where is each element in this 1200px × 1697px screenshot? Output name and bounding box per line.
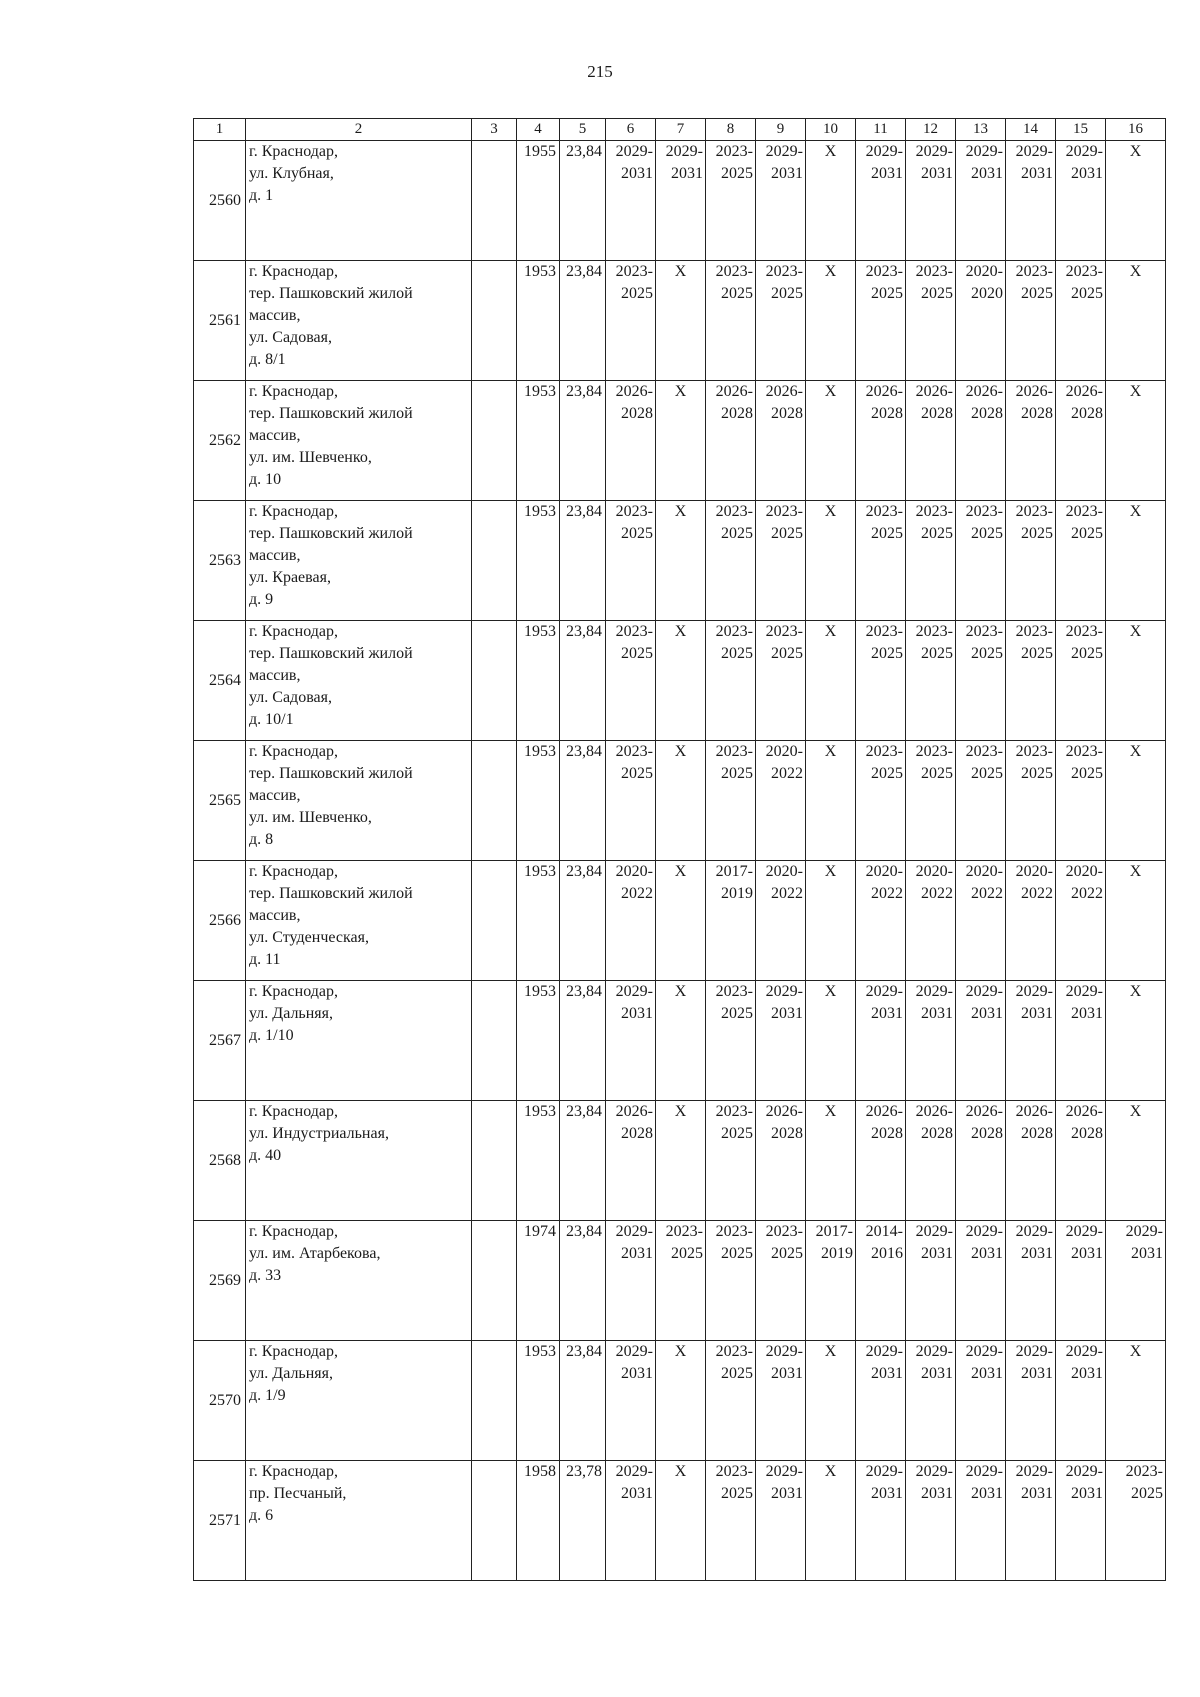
rate-cell: 23,84 bbox=[560, 261, 606, 381]
period-cell: 2023- 2025 bbox=[606, 621, 656, 741]
rate-cell: 23,84 bbox=[560, 1101, 606, 1221]
period-cell: 2029- 2031 bbox=[606, 1461, 656, 1581]
period-cell: 2029- 2031 bbox=[956, 1461, 1006, 1581]
table-row bbox=[194, 861, 1166, 981]
period-cell: 2023- 2025 bbox=[706, 261, 756, 381]
year-cell: 1974 bbox=[517, 1221, 560, 1341]
period-cell: 2023- 2025 bbox=[1056, 261, 1106, 381]
not-applicable-cell: Х bbox=[1106, 621, 1166, 741]
not-applicable-cell: Х bbox=[1106, 981, 1166, 1101]
year-cell: 1953 bbox=[517, 1101, 560, 1221]
year-cell: 1953 bbox=[517, 1341, 560, 1461]
row-number: 2561 bbox=[194, 261, 246, 381]
period-cell: 2029- 2031 bbox=[906, 981, 956, 1101]
period-cell: 2026- 2028 bbox=[756, 381, 806, 501]
empty-cell bbox=[472, 381, 517, 501]
period-cell: 2023- 2025 bbox=[956, 621, 1006, 741]
period-cell: 2023- 2025 bbox=[656, 1221, 706, 1341]
period-cell: 2029- 2031 bbox=[606, 1341, 656, 1461]
period-cell: 2029- 2031 bbox=[656, 141, 706, 261]
period-cell: 2029- 2031 bbox=[1056, 1341, 1106, 1461]
period-cell: 2020- 2022 bbox=[856, 861, 906, 981]
year-cell: 1953 bbox=[517, 501, 560, 621]
period-cell: 2029- 2031 bbox=[856, 1341, 906, 1461]
period-cell: 2026- 2028 bbox=[606, 381, 656, 501]
year-cell: 1953 bbox=[517, 741, 560, 861]
not-applicable-cell: Х bbox=[656, 1341, 706, 1461]
period-cell: 2023- 2025 bbox=[856, 261, 906, 381]
empty-cell bbox=[472, 861, 517, 981]
not-applicable-cell: Х bbox=[656, 861, 706, 981]
address-cell: г. Краснодар, ул. Дальняя, д. 1/9 bbox=[246, 1341, 472, 1461]
address-cell: г. Краснодар, тер. Пашковский жилой массив, ул. им. Шевченко, д. 8 bbox=[246, 741, 472, 861]
period-cell: 2023- 2025 bbox=[1056, 501, 1106, 621]
period-cell: 2023- 2025 bbox=[706, 1341, 756, 1461]
period-cell: 2023- 2025 bbox=[1006, 621, 1056, 741]
column-header-16: 16 bbox=[1106, 119, 1166, 141]
period-cell: 2023- 2025 bbox=[906, 741, 956, 861]
period-cell: 2023- 2025 bbox=[956, 741, 1006, 861]
period-cell: 2029- 2031 bbox=[1006, 1221, 1056, 1341]
row-number: 2570 bbox=[194, 1341, 246, 1461]
address-cell: г. Краснодар, пр. Песчаный, д. 6 bbox=[246, 1461, 472, 1581]
period-cell: 2023- 2025 bbox=[706, 1101, 756, 1221]
period-cell: 2029- 2031 bbox=[756, 981, 806, 1101]
address-cell: г. Краснодар, тер. Пашковский жилой массив, ул. им. Шевченко, д. 10 bbox=[246, 381, 472, 501]
row-number: 2562 bbox=[194, 381, 246, 501]
row-number: 2566 bbox=[194, 861, 246, 981]
period-cell: 2029- 2031 bbox=[906, 1221, 956, 1341]
rate-cell: 23,78 bbox=[560, 1461, 606, 1581]
not-applicable-cell: Х bbox=[656, 261, 706, 381]
period-cell: 2014- 2016 bbox=[856, 1221, 906, 1341]
period-cell: 2023- 2025 bbox=[1006, 501, 1056, 621]
period-cell: 2023- 2025 bbox=[756, 501, 806, 621]
period-cell: 2026- 2028 bbox=[606, 1101, 656, 1221]
period-cell: 2026- 2028 bbox=[956, 381, 1006, 501]
period-cell: 2029- 2031 bbox=[956, 981, 1006, 1101]
period-cell: 2029- 2031 bbox=[1056, 981, 1106, 1101]
empty-cell bbox=[472, 1221, 517, 1341]
period-cell: 2026- 2028 bbox=[706, 381, 756, 501]
column-header-10: 10 bbox=[806, 119, 856, 141]
period-cell: 2020- 2022 bbox=[756, 861, 806, 981]
period-cell: 2017- 2019 bbox=[806, 1221, 856, 1341]
period-cell: 2029- 2031 bbox=[906, 141, 956, 261]
table-row bbox=[194, 981, 1166, 1101]
not-applicable-cell: Х bbox=[1106, 1101, 1166, 1221]
not-applicable-cell: Х bbox=[806, 981, 856, 1101]
not-applicable-cell: Х bbox=[806, 141, 856, 261]
period-cell: 2023- 2025 bbox=[1056, 741, 1106, 861]
row-number: 2560 bbox=[194, 141, 246, 261]
table-row bbox=[194, 381, 1166, 501]
period-cell: 2023- 2025 bbox=[706, 141, 756, 261]
period-cell: 2023- 2025 bbox=[906, 501, 956, 621]
period-cell: 2023- 2025 bbox=[706, 981, 756, 1101]
not-applicable-cell: Х bbox=[1106, 381, 1166, 501]
column-header-14: 14 bbox=[1006, 119, 1056, 141]
year-cell: 1953 bbox=[517, 381, 560, 501]
year-cell: 1958 bbox=[517, 1461, 560, 1581]
period-cell: 2029- 2031 bbox=[956, 141, 1006, 261]
period-cell: 2023- 2025 bbox=[906, 261, 956, 381]
rate-cell: 23,84 bbox=[560, 381, 606, 501]
table-row bbox=[194, 501, 1166, 621]
column-header-1: 1 bbox=[194, 119, 246, 141]
year-cell: 1955 bbox=[517, 141, 560, 261]
period-cell: 2029- 2031 bbox=[856, 981, 906, 1101]
not-applicable-cell: Х bbox=[806, 1461, 856, 1581]
period-cell: 2023- 2025 bbox=[1106, 1461, 1166, 1581]
table-row bbox=[194, 141, 1166, 261]
rate-cell: 23,84 bbox=[560, 741, 606, 861]
not-applicable-cell: Х bbox=[1106, 861, 1166, 981]
not-applicable-cell: Х bbox=[806, 741, 856, 861]
column-header-12: 12 bbox=[906, 119, 956, 141]
period-cell: 2023- 2025 bbox=[856, 741, 906, 861]
period-cell: 2020- 2022 bbox=[606, 861, 656, 981]
period-cell: 2029- 2031 bbox=[606, 141, 656, 261]
period-cell: 2029- 2031 bbox=[856, 1461, 906, 1581]
address-cell: г. Краснодар, ул. Клубная, д. 1 bbox=[246, 141, 472, 261]
period-cell: 2020- 2022 bbox=[1006, 861, 1056, 981]
column-header-6: 6 bbox=[606, 119, 656, 141]
row-number: 2568 bbox=[194, 1101, 246, 1221]
empty-cell bbox=[472, 621, 517, 741]
not-applicable-cell: Х bbox=[1106, 501, 1166, 621]
row-number: 2563 bbox=[194, 501, 246, 621]
period-cell: 2023- 2025 bbox=[706, 1461, 756, 1581]
period-cell: 2023- 2025 bbox=[606, 261, 656, 381]
not-applicable-cell: Х bbox=[806, 1341, 856, 1461]
not-applicable-cell: Х bbox=[806, 261, 856, 381]
period-cell: 2029- 2031 bbox=[956, 1221, 1006, 1341]
row-number: 2567 bbox=[194, 981, 246, 1101]
period-cell: 2023- 2025 bbox=[606, 501, 656, 621]
not-applicable-cell: Х bbox=[656, 1101, 706, 1221]
period-cell: 2026- 2028 bbox=[906, 381, 956, 501]
column-header-13: 13 bbox=[956, 119, 1006, 141]
not-applicable-cell: Х bbox=[806, 501, 856, 621]
table-body bbox=[194, 141, 1166, 1581]
period-cell: 2029- 2031 bbox=[606, 1221, 656, 1341]
not-applicable-cell: Х bbox=[656, 981, 706, 1101]
not-applicable-cell: Х bbox=[656, 501, 706, 621]
column-header-9: 9 bbox=[756, 119, 806, 141]
column-header-15: 15 bbox=[1056, 119, 1106, 141]
period-cell: 2020- 2022 bbox=[956, 861, 1006, 981]
rate-cell: 23,84 bbox=[560, 1221, 606, 1341]
empty-cell bbox=[472, 1341, 517, 1461]
year-cell: 1953 bbox=[517, 621, 560, 741]
period-cell: 2023- 2025 bbox=[606, 741, 656, 861]
rate-cell: 23,84 bbox=[560, 1341, 606, 1461]
rate-cell: 23,84 bbox=[560, 501, 606, 621]
not-applicable-cell: Х bbox=[1106, 741, 1166, 861]
period-cell: 2023- 2025 bbox=[706, 741, 756, 861]
period-cell: 2029- 2031 bbox=[606, 981, 656, 1101]
period-cell: 2029- 2031 bbox=[906, 1461, 956, 1581]
empty-cell bbox=[472, 141, 517, 261]
period-cell: 2023- 2025 bbox=[706, 1221, 756, 1341]
not-applicable-cell: Х bbox=[1106, 141, 1166, 261]
period-cell: 2026- 2028 bbox=[1006, 1101, 1056, 1221]
period-cell: 2026- 2028 bbox=[856, 381, 906, 501]
not-applicable-cell: Х bbox=[656, 741, 706, 861]
address-cell: г. Краснодар, ул. Дальняя, д. 1/10 bbox=[246, 981, 472, 1101]
period-cell: 2026- 2028 bbox=[906, 1101, 956, 1221]
period-cell: 2023- 2025 bbox=[1006, 261, 1056, 381]
address-cell: г. Краснодар, тер. Пашковский жилой массив, ул. Садовая, д. 10/1 bbox=[246, 621, 472, 741]
period-cell: 2017- 2019 bbox=[706, 861, 756, 981]
period-cell: 2023- 2025 bbox=[1056, 621, 1106, 741]
row-number: 2569 bbox=[194, 1221, 246, 1341]
period-cell: 2029- 2031 bbox=[1056, 1221, 1106, 1341]
not-applicable-cell: Х bbox=[656, 381, 706, 501]
rate-cell: 23,84 bbox=[560, 861, 606, 981]
period-cell: 2026- 2028 bbox=[1056, 381, 1106, 501]
table-row bbox=[194, 741, 1166, 861]
column-header-8: 8 bbox=[706, 119, 756, 141]
not-applicable-cell: Х bbox=[656, 1461, 706, 1581]
period-cell: 2029- 2031 bbox=[956, 1341, 1006, 1461]
header-row bbox=[194, 119, 1166, 141]
empty-cell bbox=[472, 741, 517, 861]
period-cell: 2029- 2031 bbox=[1006, 981, 1056, 1101]
column-header-7: 7 bbox=[656, 119, 706, 141]
period-cell: 2020- 2022 bbox=[756, 741, 806, 861]
not-applicable-cell: Х bbox=[656, 621, 706, 741]
column-header-3: 3 bbox=[472, 119, 517, 141]
period-cell: 2020- 2020 bbox=[956, 261, 1006, 381]
period-cell: 2029- 2031 bbox=[1006, 141, 1056, 261]
table-row bbox=[194, 1341, 1166, 1461]
period-cell: 2029- 2031 bbox=[856, 141, 906, 261]
address-cell: г. Краснодар, ул. Индустриальная, д. 40 bbox=[246, 1101, 472, 1221]
not-applicable-cell: Х bbox=[806, 861, 856, 981]
period-cell: 2026- 2028 bbox=[956, 1101, 1006, 1221]
period-cell: 2023- 2025 bbox=[856, 501, 906, 621]
period-cell: 2029- 2031 bbox=[756, 1461, 806, 1581]
register-table bbox=[193, 118, 1166, 1581]
period-cell: 2023- 2025 bbox=[956, 501, 1006, 621]
period-cell: 2023- 2025 bbox=[756, 261, 806, 381]
period-cell: 2029- 2031 bbox=[756, 1341, 806, 1461]
not-applicable-cell: Х bbox=[806, 1101, 856, 1221]
period-cell: 2029- 2031 bbox=[906, 1341, 956, 1461]
not-applicable-cell: Х bbox=[1106, 261, 1166, 381]
period-cell: 2029- 2031 bbox=[1006, 1341, 1056, 1461]
table-row bbox=[194, 1101, 1166, 1221]
period-cell: 2029- 2031 bbox=[1056, 141, 1106, 261]
year-cell: 1953 bbox=[517, 981, 560, 1101]
period-cell: 2023- 2025 bbox=[756, 1221, 806, 1341]
period-cell: 2026- 2028 bbox=[1056, 1101, 1106, 1221]
period-cell: 2020- 2022 bbox=[906, 861, 956, 981]
table-row bbox=[194, 1221, 1166, 1341]
not-applicable-cell: Х bbox=[806, 381, 856, 501]
not-applicable-cell: Х bbox=[806, 621, 856, 741]
address-cell: г. Краснодар, тер. Пашковский жилой массив, ул. Студенческая, д. 11 bbox=[246, 861, 472, 981]
not-applicable-cell: Х bbox=[1106, 1341, 1166, 1461]
empty-cell bbox=[472, 261, 517, 381]
year-cell: 1953 bbox=[517, 261, 560, 381]
page-number: 215 bbox=[587, 62, 613, 81]
period-cell: 2026- 2028 bbox=[856, 1101, 906, 1221]
address-cell: г. Краснодар, тер. Пашковский жилой массив, ул. Краевая, д. 9 bbox=[246, 501, 472, 621]
address-cell: г. Краснодар, тер. Пашковский жилой массив, ул. Садовая, д. 8/1 bbox=[246, 261, 472, 381]
column-header-4: 4 bbox=[517, 119, 560, 141]
period-cell: 2023- 2025 bbox=[706, 621, 756, 741]
row-number: 2571 bbox=[194, 1461, 246, 1581]
row-number: 2564 bbox=[194, 621, 246, 741]
period-cell: 2023- 2025 bbox=[756, 621, 806, 741]
period-cell: 2023- 2025 bbox=[1006, 741, 1056, 861]
row-number: 2565 bbox=[194, 741, 246, 861]
period-cell: 2020- 2022 bbox=[1056, 861, 1106, 981]
period-cell: 2023- 2025 bbox=[706, 501, 756, 621]
period-cell: 2023- 2025 bbox=[906, 621, 956, 741]
empty-cell bbox=[472, 1461, 517, 1581]
rate-cell: 23,84 bbox=[560, 981, 606, 1101]
period-cell: 2023- 2025 bbox=[856, 621, 906, 741]
period-cell: 2029- 2031 bbox=[1056, 1461, 1106, 1581]
table-row bbox=[194, 261, 1166, 381]
period-cell: 2026- 2028 bbox=[756, 1101, 806, 1221]
column-header-2: 2 bbox=[246, 119, 472, 141]
year-cell: 1953 bbox=[517, 861, 560, 981]
column-header-5: 5 bbox=[560, 119, 606, 141]
period-cell: 2029- 2031 bbox=[756, 141, 806, 261]
period-cell: 2029- 2031 bbox=[1106, 1221, 1166, 1341]
column-header-11: 11 bbox=[856, 119, 906, 141]
period-cell: 2026- 2028 bbox=[1006, 381, 1056, 501]
rate-cell: 23,84 bbox=[560, 141, 606, 261]
address-cell: г. Краснодар, ул. им. Атарбекова, д. 33 bbox=[246, 1221, 472, 1341]
rate-cell: 23,84 bbox=[560, 621, 606, 741]
empty-cell bbox=[472, 981, 517, 1101]
table-row bbox=[194, 1461, 1166, 1581]
table-row bbox=[194, 621, 1166, 741]
period-cell: 2029- 2031 bbox=[1006, 1461, 1056, 1581]
empty-cell bbox=[472, 1101, 517, 1221]
empty-cell bbox=[472, 501, 517, 621]
